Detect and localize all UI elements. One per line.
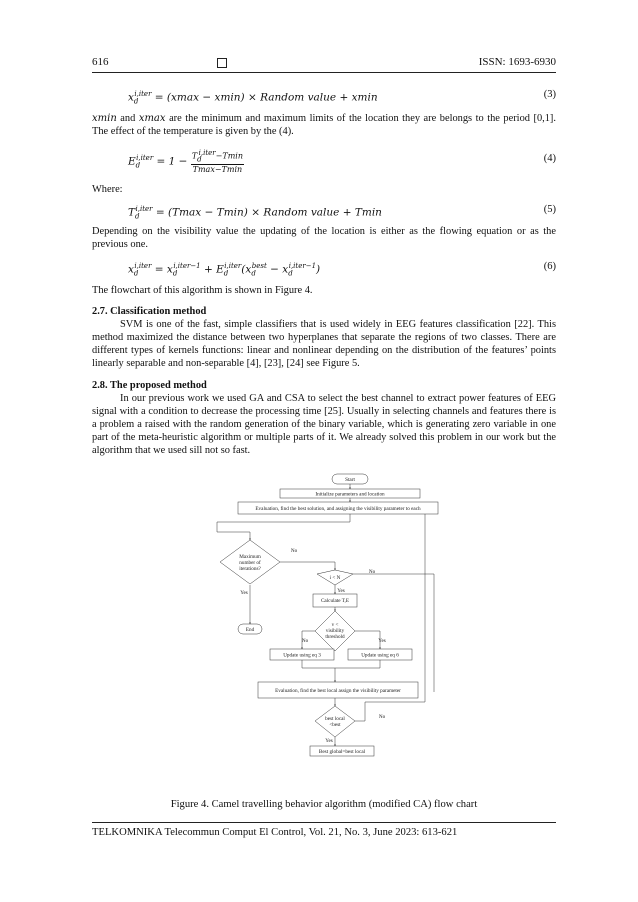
eq5-number: (5) bbox=[543, 204, 556, 215]
eq4-number: (4) bbox=[543, 153, 556, 164]
eq6-sub5: d bbox=[288, 269, 293, 278]
fc-eval1: Evaluation, find the best solution, and assigning the visibility parameter to each bbox=[255, 506, 421, 512]
eq6-sub: d bbox=[133, 269, 139, 278]
fc-vis-1: v < bbox=[331, 622, 339, 628]
eq6-sup3: i,iter bbox=[224, 262, 242, 270]
paragraph-flowchart-ref: The flowchart of this algorithm is shown in Figure 4. bbox=[92, 285, 313, 296]
eq4-num-T: T bbox=[191, 151, 198, 161]
fc-best-1: best local bbox=[325, 716, 345, 722]
where-label: Where: bbox=[92, 184, 123, 195]
fc-upd3: Update using eq 3 bbox=[283, 652, 321, 659]
text-and: and bbox=[116, 113, 139, 124]
equation-4 bbox=[128, 148, 556, 175]
eq4-fraction bbox=[191, 148, 244, 175]
fc-yes4: Yes bbox=[325, 738, 333, 744]
eq5-sup: i,iter bbox=[135, 205, 153, 213]
fc-eval2: Evaluation, find the best local assign the visibility parameter bbox=[275, 688, 401, 694]
eq3-lhs: x bbox=[128, 91, 134, 104]
equation-6 bbox=[128, 260, 556, 281]
limits-text: are the minimum and maximum limits of the location they are belongs to the period [0,1]. The effect of the temperature is given by the (4). bbox=[92, 113, 556, 138]
eq3-rhs: = (xmax − xmin) × Random value + xmin bbox=[151, 91, 378, 104]
running-header bbox=[92, 56, 556, 73]
eq6-sub2: d bbox=[172, 269, 178, 278]
eq6-sub4: d bbox=[251, 269, 256, 278]
eq4-num-sub: d bbox=[197, 155, 202, 164]
eq4-num-sup: i,iter bbox=[198, 149, 216, 157]
fc-yes1: Yes bbox=[240, 590, 248, 596]
eq5-rhs: = (Tmax − Tmin) × Random value + Tmin bbox=[152, 206, 382, 219]
fc-yes3: Yes bbox=[378, 638, 386, 644]
fc-upd6: Update using eq 6 bbox=[361, 652, 399, 659]
eq4-sup: i,iter bbox=[136, 154, 154, 163]
fc-bg: Best global=best local bbox=[318, 749, 366, 755]
fc-init: Initialize parameters and location bbox=[315, 491, 385, 498]
eq6-open: (x bbox=[241, 263, 252, 276]
square-icon bbox=[217, 58, 227, 68]
issn: ISSN: 1693-6930 bbox=[478, 56, 556, 68]
figure-caption: Figure 4. Camel travelling behavior algorithm (modified CA) flow chart bbox=[170, 799, 478, 810]
section-heading-2-7: 2.7. Classification method bbox=[92, 306, 207, 317]
running-footer: TELKOMNIKA Telecommun Comput El Control, Vol. 21, No. 3, June 2023: 613-621 bbox=[92, 822, 556, 839]
eq6-sup2: i,iter−1 bbox=[173, 262, 201, 270]
section-heading-2-8: 2.8. The proposed method bbox=[92, 380, 207, 391]
fc-no2: No bbox=[368, 569, 376, 575]
paragraph-visibility: Depending on the visibility value the updating of the location is either as the flowing equation or as the previous one. bbox=[92, 226, 556, 251]
eq6-minus: − x bbox=[266, 263, 289, 276]
flowchart bbox=[210, 470, 440, 770]
fc-end: End bbox=[245, 627, 255, 633]
eq4-pre: = 1 − bbox=[153, 155, 191, 168]
eq5-sub: d bbox=[135, 212, 140, 221]
equation-3 bbox=[128, 88, 556, 109]
fc-iq: i < N bbox=[329, 575, 341, 581]
fc-start: Start bbox=[345, 477, 355, 483]
fc-max-1: Maximum bbox=[239, 554, 261, 560]
equation-5 bbox=[128, 203, 556, 224]
paragraph-svm: SVM is one of the fast, simple classifiers that is used widely in EEG features classification [22]. This method maximized the distance between two hyperplanes that separate the regions of two classes. There are different types of kernels functions: linear and nonlinear depending on the distribution of the features’ points linearly separable and non-separable [4], [23], [24] see Figure 5. bbox=[92, 319, 556, 370]
eq3-number: (3) bbox=[543, 89, 556, 100]
page-number: 616 bbox=[92, 56, 109, 68]
fc-yes2: Yes bbox=[337, 588, 345, 594]
fc-vis-3: threshold bbox=[325, 634, 345, 640]
fc-best-2: <best bbox=[329, 722, 341, 728]
eq6-sub3: d bbox=[223, 269, 229, 278]
fc-calc: Calculate T,E bbox=[320, 598, 350, 604]
eq6-plus: + E bbox=[200, 263, 224, 276]
eq4-sub: d bbox=[135, 161, 141, 170]
eq3-sub: d bbox=[133, 97, 139, 106]
eq6-eqx: = x bbox=[151, 263, 173, 276]
var-xmin: xmin bbox=[92, 113, 117, 124]
fc-vis-2: visibility bbox=[325, 628, 345, 634]
eq4-num-rest: −Tmin bbox=[215, 151, 243, 161]
eq6-sup5: i,iter−1 bbox=[288, 262, 317, 270]
paragraph-proposed: In our previous work we used GA and CSA to select the best channel to extract power features of EEG signal with a condition to decrease the processing time [25]. Usually in selecting channels and features there is a problem a raised with the random generation of the binary variable, which is generating zero variable in one part of the meta-heuristic algorithm or multiple parts of it. We already solved this problem in our work but the algorithm that we used sill not so fast. bbox=[92, 393, 556, 457]
eq6-close: ) bbox=[316, 263, 321, 276]
fc-max-3: iterations? bbox=[239, 566, 261, 572]
eq6-sup4: best bbox=[251, 262, 267, 270]
eq5-lhs: T bbox=[128, 206, 136, 219]
paragraph-limits bbox=[92, 112, 556, 138]
var-xmax: xmax bbox=[138, 113, 166, 124]
eq4-den: Tmax−Tmin bbox=[192, 165, 243, 175]
eq6-number: (6) bbox=[543, 261, 556, 272]
fc-no1: No bbox=[290, 548, 298, 554]
eq4-lhs: E bbox=[128, 155, 136, 168]
eq3-sup: i,iter bbox=[134, 90, 152, 98]
fc-no4: No bbox=[378, 714, 386, 720]
eq6-lhs: x bbox=[128, 263, 134, 276]
eq6-sup: i,iter bbox=[134, 262, 152, 270]
fc-max-2: number of bbox=[239, 560, 261, 566]
fc-no3: No bbox=[301, 638, 309, 644]
